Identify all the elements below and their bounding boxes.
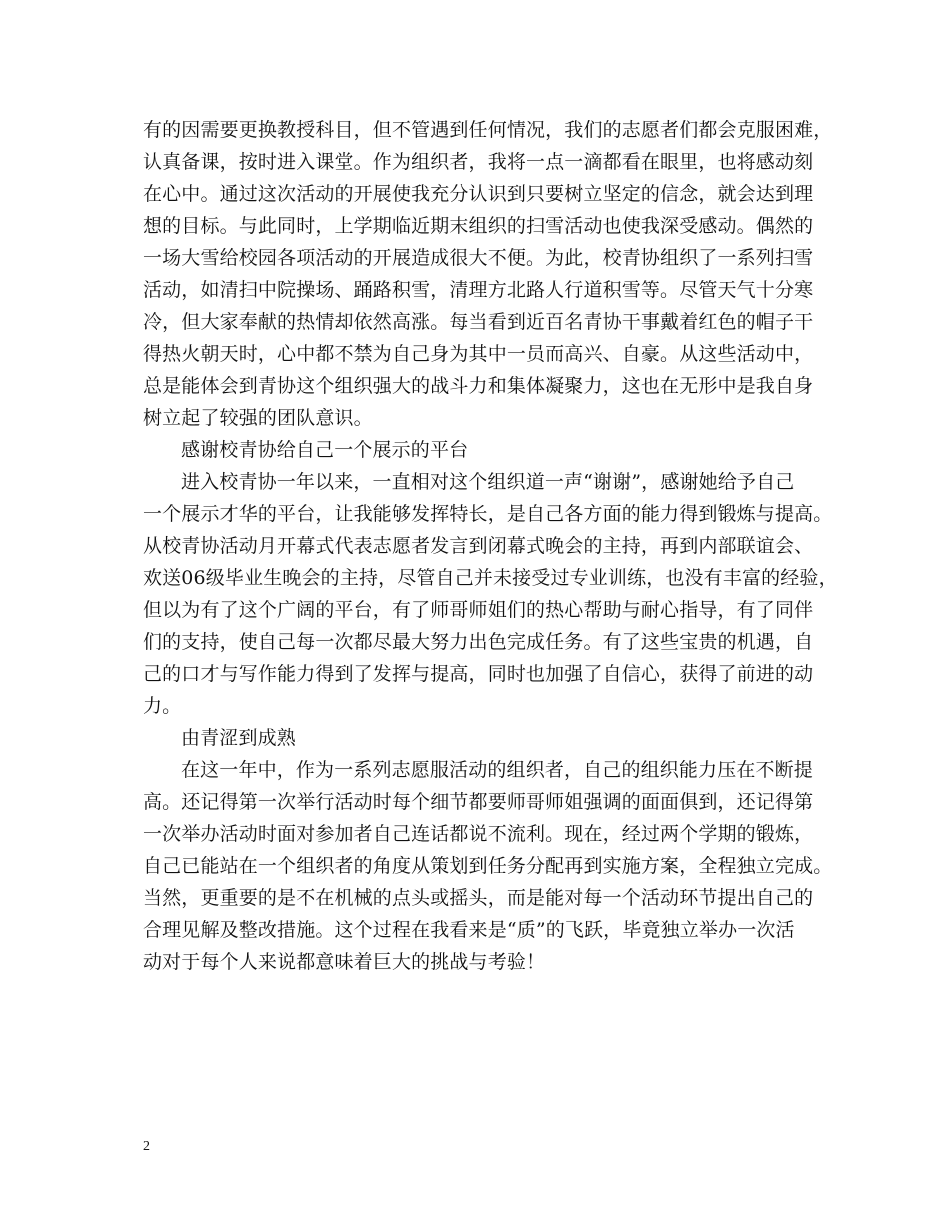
body-text-line: 们的支持，使自己每一次都尽最大努力出色完成任务。有了这些宝贵的机遇，自 — [143, 631, 814, 653]
paragraph-first-line: 在这一年中，作为一系列志愿服活动的组织者，自己的组织能力压在不断提 — [181, 759, 813, 781]
body-text-line: 认真备课，按时进入课堂。作为组织者，我将一点一滴都看在眼里，也将感动刻 — [143, 151, 814, 173]
paragraph-first-line: 进入校青协一年以来，一直相对这个组织道一声“谢谢”，感谢她给予自己 — [181, 471, 795, 493]
body-text-line: 欢送06级毕业生晚会的主持，尽管自己并未接受过专业训练，也没有丰富的经验， — [143, 567, 838, 589]
body-text-line: 一个展示才华的平台，让我能够发挥特长，是自己各方面的能力得到锻炼与提高。 — [143, 503, 833, 525]
body-text-line: 冷，但大家奉献的热情却依然高涨。每当看到近百名青协干事戴着红色的帽子干 — [143, 311, 814, 333]
body-text-line: 己的口才与写作能力得到了发挥与提高，同时也加强了自信心，获得了前进的动 — [143, 663, 814, 685]
section-heading: 由青涩到成熟 — [181, 727, 296, 749]
body-text-line: 合理见解及整改措施。这个过程在我看来是“质”的飞跃，毕竟独立举办一次活 — [143, 919, 795, 941]
body-text-line: 总是能体会到青协这个组织强大的战斗力和集体凝聚力，这也在无形中是我自身 — [143, 375, 814, 397]
body-text-line: 活动，如清扫中院操场、踊路积雪，清理方北路人行道积雪等。尽管天气十分寒 — [143, 279, 814, 301]
body-text-line: 但以为有了这个广阔的平台，有了师哥师姐们的热心帮助与耐心指导，有了同伴 — [143, 599, 814, 621]
page-number: 2 — [143, 1139, 150, 1154]
body-text-line: 在心中。通过这次活动的开展使我充分认识到只要树立坚定的信念，就会达到理 — [143, 183, 814, 205]
body-text-line: 从校青协活动月开幕式代表志愿者发言到闭幕式晚会的主持，再到内部联谊会、 — [143, 535, 814, 557]
body-text-line: 自己已能站在一个组织者的角度从策划到任务分配再到实施方案，全程独立完成。 — [143, 855, 833, 877]
body-text-line: 得热火朝天时，心中都不禁为自己身为其中一员而高兴、自豪。从这些活动中， — [143, 343, 814, 365]
body-text-line: 想的目标。与此同时，上学期临近期末组织的扫雪活动也使我深受感动。偶然的 — [143, 215, 814, 237]
body-text-line: 动对于每个人来说都意味着巨大的挑战与考验！ — [143, 951, 546, 973]
body-text-line: 树立起了较强的团队意识。 — [143, 407, 373, 429]
body-text-line: 一场大雪给校园各项活动的开展造成很大不便。为此，校青协组织了一系列扫雪 — [143, 247, 814, 269]
body-text-line: 一次举办活动时面对参加者自己连话都说不流利。现在，经过两个学期的锻炼， — [143, 823, 814, 845]
body-text-line: 高。还记得第一次举行活动时每个细节都要师哥师姐强调的面面俱到，还记得第 — [143, 791, 814, 813]
body-text-line: 有的因需要更换教授科目，但不管遇到任何情况，我们的志愿者们都会克服困难， — [143, 119, 833, 141]
body-text-line: 力。 — [143, 695, 182, 717]
body-text-line: 当然，更重要的是不在机械的点头或摇头，而是能对每一个活动环节提出自己的 — [143, 887, 814, 909]
section-heading: 感谢校青协给自己一个展示的平台 — [181, 439, 469, 461]
